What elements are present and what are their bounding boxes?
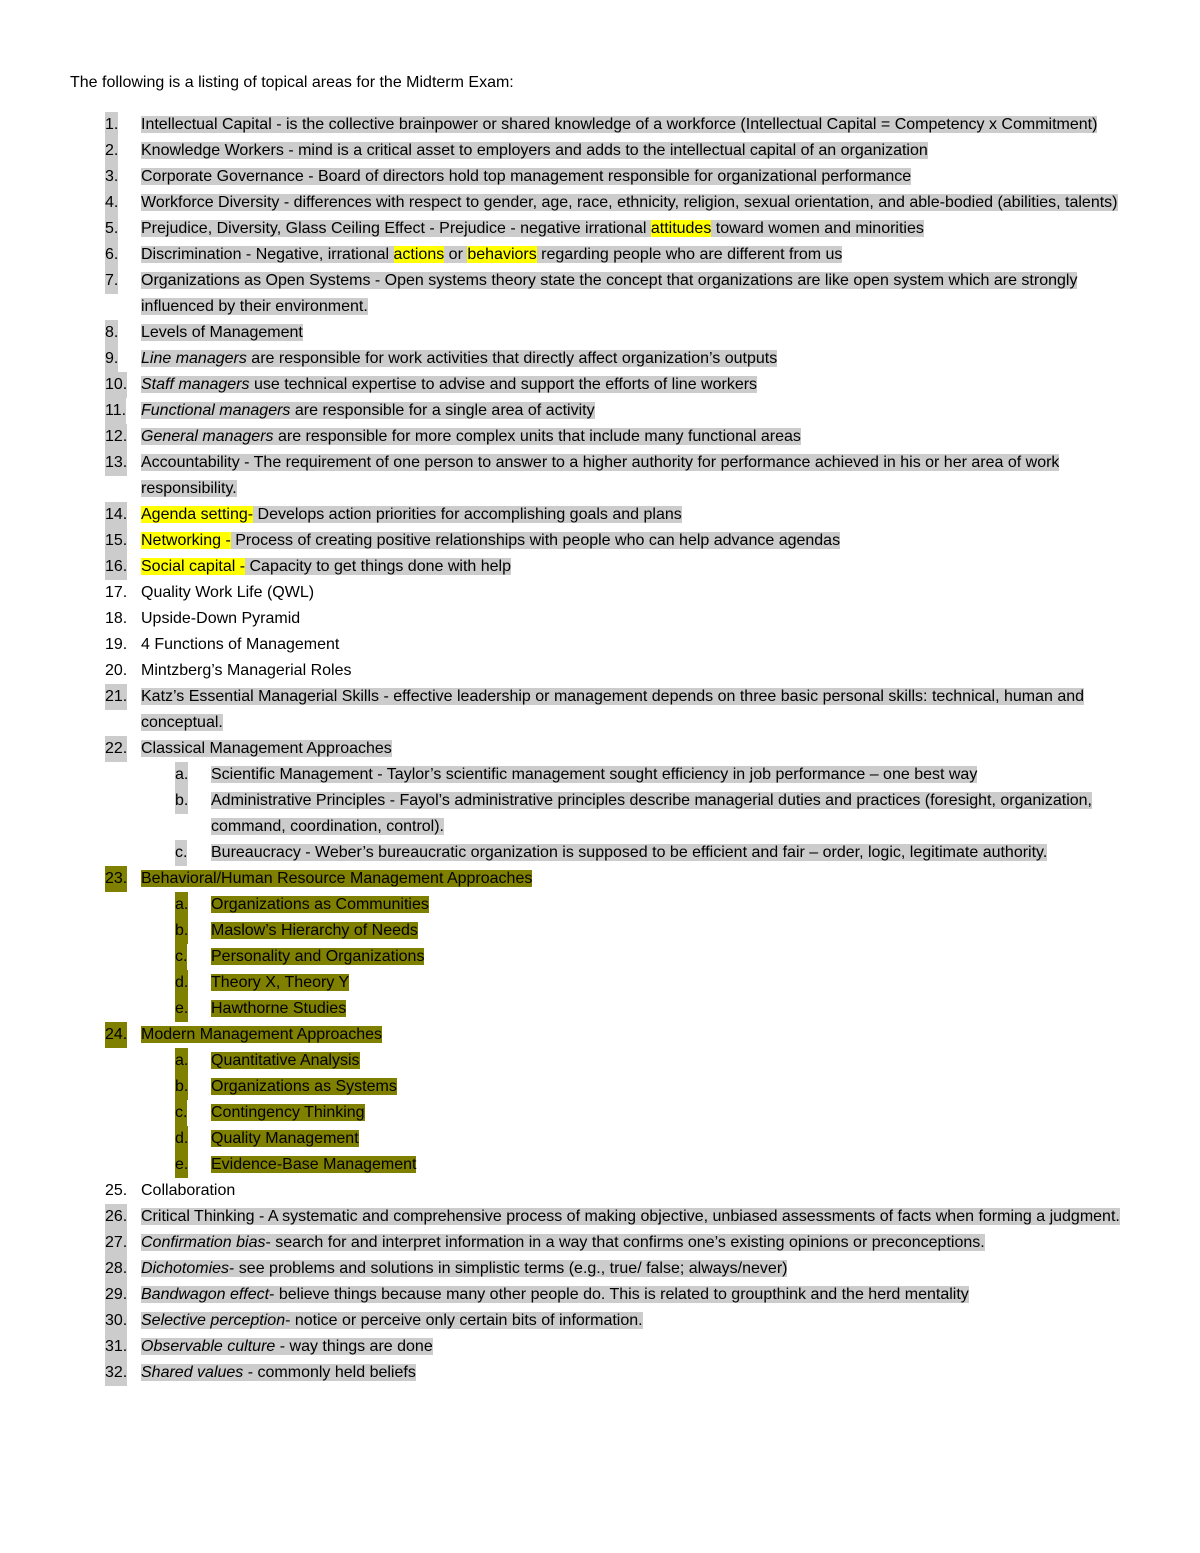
highlighted-term: Social capital - — [141, 558, 246, 575]
list-item — [105, 112, 1135, 138]
list-item — [105, 320, 1135, 346]
text-segment: Workforce Diversity - differences with respect to gender, age, race, ethnicity, religion, sexual orientation, and able-bodied (abilities, talents) — [141, 194, 1118, 211]
list-item-text — [141, 1260, 787, 1277]
text-segment: Hawthorne Studies — [211, 1000, 347, 1017]
list-item — [105, 1022, 1135, 1048]
italic-term: Confirmation bias — [141, 1234, 266, 1251]
list-item-text — [141, 168, 911, 185]
list-item-number: 21. — [105, 684, 127, 710]
list-item-text — [141, 1364, 416, 1381]
sub-list-item-text — [211, 792, 1092, 835]
text-segment: Classical Management Approaches — [141, 740, 392, 757]
sub-list-item-number: c. — [175, 1100, 187, 1126]
list-item — [105, 1178, 1135, 1204]
list-item-text — [141, 636, 339, 653]
list-item-text — [141, 116, 1097, 133]
sub-list-item-number: a. — [175, 1048, 188, 1074]
text-segment: Bureaucracy - Weber’s bureaucratic organization is supposed to be efficient and fair – order, logic, legitimate authority. — [211, 844, 1048, 861]
list-item-number: 15. — [105, 528, 127, 554]
list-item — [105, 1256, 1135, 1282]
list-item — [105, 1230, 1135, 1256]
sub-list-item — [105, 892, 1135, 918]
list-item — [105, 424, 1135, 450]
list-item-text — [141, 1338, 433, 1355]
sub-list-item-text — [211, 948, 424, 965]
text-segment: Theory X, Theory Y — [211, 974, 350, 991]
list-item — [105, 1282, 1135, 1308]
intro-heading: The following is a listing of topical areas for the Midterm Exam: — [70, 74, 514, 91]
list-item-number: 10. — [105, 372, 127, 398]
sub-list-item — [105, 762, 1135, 788]
list-item-text — [141, 376, 757, 393]
text-segment: Modern Management Approaches — [141, 1026, 383, 1043]
text-segment: Contingency Thinking — [211, 1104, 365, 1121]
list-item-text — [141, 1234, 985, 1251]
sub-list-item — [105, 1126, 1135, 1152]
list-item-text — [141, 428, 801, 445]
sub-list-item — [105, 996, 1135, 1022]
highlighted-term: behaviors — [467, 246, 537, 263]
sub-list-item — [105, 918, 1135, 944]
list-item — [105, 372, 1135, 398]
text-segment: Capacity to get things done with help — [245, 558, 511, 575]
italic-term: Functional managers — [141, 402, 291, 419]
list-item-number: 30. — [105, 1308, 127, 1334]
sub-list-item — [105, 1074, 1135, 1100]
text-segment: Process of creating positive relationships with people who can help advance agendas — [230, 532, 841, 549]
text-segment: Maslow’s Hierarchy of Needs — [211, 922, 418, 939]
list-item-number: 6. — [105, 242, 118, 268]
list-item-number: 28. — [105, 1256, 127, 1282]
list-item-number: 16. — [105, 554, 127, 580]
sub-list-item — [105, 944, 1135, 970]
list-item — [105, 866, 1135, 892]
list-item-number: 27. — [105, 1230, 127, 1256]
sub-list-item — [105, 1152, 1135, 1178]
list-item — [105, 632, 1135, 658]
list-item-number: 3. — [105, 164, 118, 190]
italic-term: Staff managers — [141, 376, 250, 393]
list-item — [105, 138, 1135, 164]
list-item — [105, 268, 1135, 320]
sub-list-item — [105, 788, 1135, 840]
list-item-number: 14. — [105, 502, 127, 528]
sub-list-item-number: d. — [175, 970, 188, 996]
italic-term: Shared values — [141, 1364, 244, 1381]
list-item — [105, 528, 1135, 554]
text-segment: Upside-Down Pyramid — [141, 610, 301, 627]
sub-list-item-number: e. — [175, 1152, 188, 1178]
list-item-text — [141, 506, 682, 523]
list-item-number: 29. — [105, 1282, 127, 1308]
list-item — [105, 1204, 1135, 1230]
text-segment: Intellectual Capital - is the collective brainpower or shared knowledge of a workforce (Intellectual Capital = Competency x Commitment) — [141, 116, 1098, 133]
sub-list-item-text — [211, 844, 1047, 861]
sub-list-item-text — [211, 1130, 359, 1147]
sub-list-item-number: a. — [175, 892, 188, 918]
list-item-number: 25. — [105, 1182, 128, 1199]
text-segment: Quantitative Analysis — [211, 1052, 360, 1069]
text-segment: Collaboration — [141, 1182, 236, 1199]
text-segment: Scientific Management - Taylor’s scientific management sought efficiency in job performance – one best way — [211, 766, 978, 783]
text-segment: Corporate Governance - Board of directors hold top management responsible for organizational performance — [141, 168, 912, 185]
list-item — [105, 1308, 1135, 1334]
text-segment: 4 Functions of Management — [141, 636, 340, 653]
text-segment: - believe things because many other people do. This is related to groupthink and the herd mentality — [269, 1286, 969, 1303]
list-item-number: 2. — [105, 138, 118, 164]
list-item-text — [141, 532, 840, 549]
text-segment: Behavioral/Human Resource Management Approaches — [141, 870, 533, 887]
list-item-text — [141, 142, 928, 159]
list-item — [105, 606, 1135, 632]
list-item-number: 19. — [105, 636, 128, 653]
list-item — [105, 736, 1135, 762]
text-segment: toward women and minorities — [711, 220, 924, 237]
text-segment: Evidence-Base Management — [211, 1156, 417, 1173]
sub-list-item-number: d. — [175, 1126, 188, 1152]
italic-term: Observable culture — [141, 1338, 276, 1355]
list-item-text — [141, 558, 511, 575]
list-item-number: 26. — [105, 1204, 127, 1230]
text-segment: Organizations as Open Systems - Open systems theory state the concept that organizations are like open system which are strongly influenced by their environment. — [141, 272, 1078, 315]
list-item — [105, 1334, 1135, 1360]
sub-list-item-number: a. — [175, 762, 188, 788]
list-item — [105, 450, 1135, 502]
highlighted-term: actions — [393, 246, 445, 263]
list-item-text — [141, 246, 842, 263]
list-item — [105, 554, 1135, 580]
list-item — [105, 684, 1135, 736]
text-segment: Accountability - The requirement of one person to answer to a higher authority for performance achieved in his or her area of work responsibility. — [141, 454, 1060, 497]
text-segment: Quality Work Life (QWL) — [141, 584, 315, 601]
list-item — [105, 190, 1135, 216]
sub-list-item-text — [211, 1000, 346, 1017]
text-segment: Organizations as Systems — [211, 1078, 397, 1095]
list-item-text — [141, 740, 392, 757]
list-item-number: 12. — [105, 424, 127, 450]
list-item-number: 18. — [105, 610, 128, 627]
text-segment: Personality and Organizations — [211, 948, 425, 965]
list-item-number: 20. — [105, 662, 128, 679]
text-segment: Organizations as Communities — [211, 896, 429, 913]
sub-list-item-number: c. — [175, 944, 187, 970]
text-segment: - search for and interpret information in a way that confirms one’s existing opinions or preconceptions. — [265, 1234, 985, 1251]
sub-list-item-number: b. — [175, 918, 188, 944]
list-item — [105, 216, 1135, 242]
italic-term: Line managers — [141, 350, 247, 367]
list-item-number: 32. — [105, 1360, 127, 1386]
list-item — [105, 398, 1135, 424]
sub-list-item — [105, 1048, 1135, 1074]
list-item — [105, 346, 1135, 372]
list-item-text — [141, 1182, 235, 1199]
list-item-number: 11. — [105, 398, 126, 424]
sub-list-item-text — [211, 922, 418, 939]
list-item-text — [141, 350, 777, 367]
text-segment: Quality Management — [211, 1130, 359, 1147]
highlighted-term: Agenda setting- — [141, 506, 254, 523]
list-item — [105, 580, 1135, 606]
list-item-number: 7. — [105, 268, 118, 294]
sub-list-item — [105, 1100, 1135, 1126]
sub-list-item-number: c. — [175, 840, 187, 866]
list-item-number: 13. — [105, 450, 127, 476]
text-segment: Mintzberg’s Managerial Roles — [141, 662, 352, 679]
sub-list-item-text — [211, 1104, 365, 1121]
text-segment: are responsible for more complex units that include many functional areas — [273, 428, 801, 445]
text-segment: Discrimination - Negative, irrational — [141, 246, 394, 263]
list-item-text — [141, 272, 1077, 315]
text-segment: Knowledge Workers - mind is a critical asset to employers and adds to the intellectual capital of an organization — [141, 142, 928, 159]
list-item — [105, 164, 1135, 190]
list-item-text — [141, 324, 303, 341]
text-segment: Administrative Principles - Fayol’s administrative principles describe managerial duties and practices (foresight, organization, command, coordination, control). — [211, 792, 1092, 835]
sub-list-item-text — [211, 896, 429, 913]
list-item-text — [141, 454, 1059, 497]
highlighted-term: attitudes — [650, 220, 712, 237]
highlighted-term: Networking - — [141, 532, 231, 549]
italic-term: Dichotomies — [141, 1260, 230, 1277]
list-item-text — [141, 584, 314, 601]
text-segment: are responsible for a single area of activity — [290, 402, 595, 419]
list-item-text — [141, 1312, 643, 1329]
list-item-number: 5. — [105, 216, 118, 242]
list-item-number: 9. — [105, 346, 118, 372]
text-segment: or — [444, 246, 468, 263]
text-segment: use technical expertise to advise and support the efforts of line workers — [249, 376, 758, 393]
list-item-text — [141, 1208, 1120, 1225]
sub-list-item-number: b. — [175, 1074, 188, 1100]
text-segment: Develops action priorities for accomplishing goals and plans — [253, 506, 682, 523]
list-item-text — [141, 870, 532, 887]
italic-term: Bandwagon effect — [141, 1286, 270, 1303]
sub-list-item-text — [211, 1052, 360, 1069]
sub-list-item-text — [211, 1078, 397, 1095]
list-item-number: 8. — [105, 320, 118, 346]
list-item-number: 22. — [105, 736, 127, 762]
text-segment: - notice or perceive only certain bits of information. — [285, 1312, 643, 1329]
list-item-text — [141, 610, 300, 627]
list-item — [105, 1360, 1135, 1386]
sub-list-item-number: b. — [175, 788, 188, 814]
sub-list-item-text — [211, 1156, 416, 1173]
list-item-number: 4. — [105, 190, 118, 216]
list-item-text — [141, 1026, 382, 1043]
list-item — [105, 658, 1135, 684]
sub-list-item-text — [211, 974, 349, 991]
list-item-text — [141, 194, 1118, 211]
text-segment: regarding people who are different from us — [536, 246, 843, 263]
sub-list-item — [105, 840, 1135, 866]
text-segment: - see problems and solutions in simplistic terms (e.g., true/ false; always/never) — [229, 1260, 788, 1277]
list-item-number: 24. — [105, 1022, 127, 1048]
list-item — [105, 502, 1135, 528]
text-segment: Critical Thinking - A systematic and comprehensive process of making objective, unbiased assessments of facts when forming a judgment. — [141, 1208, 1120, 1225]
sub-list-item-text — [211, 766, 977, 783]
list-item-number: 17. — [105, 584, 128, 601]
list-item-number: 31. — [105, 1334, 127, 1360]
list-item-text — [141, 688, 1084, 731]
text-segment: Levels of Management — [141, 324, 303, 341]
list-item-number: 23. — [105, 866, 127, 892]
list-item-number: 1. — [105, 112, 118, 138]
list-item — [105, 242, 1135, 268]
text-segment: - commonly held beliefs — [243, 1364, 416, 1381]
list-item-text — [141, 402, 595, 419]
text-segment: - way things are done — [275, 1338, 433, 1355]
sub-list-item — [105, 970, 1135, 996]
text-segment: are responsible for work activities that directly affect organization’s outputs — [246, 350, 778, 367]
topic-list — [105, 112, 1135, 1386]
list-item-text — [141, 662, 351, 679]
text-segment: Katz’s Essential Managerial Skills - effective leadership or management depends on three basic personal skills: technical, human and conceptual. — [141, 688, 1085, 731]
text-segment: Prejudice, Diversity, Glass Ceiling Effect - Prejudice - negative irrational — [141, 220, 651, 237]
list-item-text — [141, 220, 924, 237]
italic-term: Selective perception — [141, 1312, 286, 1329]
italic-term: General managers — [141, 428, 274, 445]
list-item-text — [141, 1286, 969, 1303]
sub-list-item-number: e. — [175, 996, 188, 1022]
